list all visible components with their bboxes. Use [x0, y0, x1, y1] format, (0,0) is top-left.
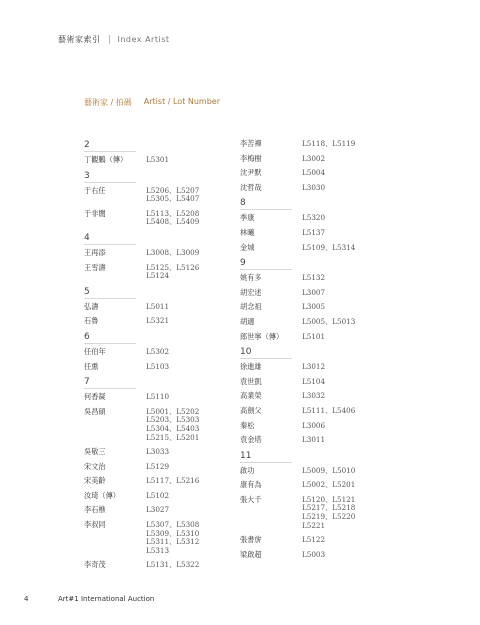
lot-numbers — [302, 536, 325, 545]
lot-numbers — [146, 521, 199, 555]
page-number: 4 — [24, 595, 29, 603]
artist-name: 任熏 — [84, 361, 99, 371]
artist-entry — [84, 477, 234, 486]
lot-numbers — [146, 448, 169, 457]
section-stroke-count: 8 — [240, 198, 292, 210]
artist-entry — [240, 140, 390, 149]
lot-line: L3030 — [302, 182, 326, 192]
lot-numbers — [146, 408, 199, 442]
artist-name: 袁金塔 — [240, 435, 262, 445]
lot-line: L5004 — [302, 168, 326, 178]
artist-name: 高劍父 — [240, 405, 262, 415]
lot-numbers — [302, 467, 355, 476]
subheader-en: Artist / Lot Number — [143, 97, 221, 106]
artist-name: 李石樵 — [84, 505, 106, 515]
artist-entry — [84, 303, 234, 312]
artist-name: 李苦禪 — [240, 139, 262, 148]
lot-line: L3006 — [302, 420, 326, 430]
header-divider — [109, 35, 110, 44]
artist-entry — [84, 187, 234, 204]
artist-name: 丁觀鵬（傳） — [84, 155, 128, 164]
artist-entry — [84, 210, 234, 227]
artist-entry — [240, 422, 390, 431]
index-section — [240, 451, 390, 560]
artist-entry — [240, 169, 390, 178]
artist-name: 姚有多 — [240, 273, 262, 283]
artist-entry — [240, 551, 390, 560]
artist-name: 李梅樹 — [240, 153, 262, 163]
artist-entry — [240, 244, 390, 253]
artist-name: 石魯 — [84, 316, 99, 326]
lot-line: L5124 — [146, 271, 170, 281]
lot-line: L5009、L5010 — [302, 465, 356, 475]
lot-line: L5132 — [302, 273, 326, 283]
lot-numbers — [302, 184, 325, 193]
lot-numbers — [302, 140, 355, 149]
artist-entry — [84, 363, 234, 372]
lot-line: L3012 — [302, 362, 326, 372]
lot-line: L5120、L5121 — [302, 494, 356, 504]
artist-name: 林曦 — [240, 227, 255, 237]
lot-line: L5311、L5312 — [146, 537, 200, 547]
artist-name: 沈尹默 — [240, 168, 262, 178]
lot-line: L5110 — [146, 392, 170, 402]
artist-entry — [240, 303, 390, 312]
lot-line: L3033 — [146, 447, 170, 457]
lot-numbers — [302, 392, 325, 401]
index-section — [84, 377, 234, 570]
lot-numbers — [146, 249, 199, 258]
index-column-right — [240, 140, 390, 565]
index-section — [240, 347, 390, 445]
artist-entry — [84, 156, 234, 165]
lot-line: L5302 — [146, 346, 170, 356]
lot-line: L5203、L5303 — [146, 415, 200, 425]
lot-line: L3027 — [146, 505, 170, 515]
lot-line: L3005 — [302, 302, 326, 312]
index-section — [240, 258, 390, 341]
artist-entry — [240, 184, 390, 193]
artist-entry — [240, 407, 390, 416]
page-footer — [24, 595, 155, 603]
lot-line: L5215、L5201 — [146, 432, 200, 442]
lot-line: L5003 — [302, 549, 326, 559]
artist-entry — [240, 155, 390, 164]
artist-name: 秦松 — [240, 420, 255, 430]
artist-entry — [84, 317, 234, 326]
artist-name: 張大千 — [240, 494, 262, 504]
artist-entry — [240, 318, 390, 327]
lot-numbers — [146, 303, 169, 312]
lot-numbers — [302, 407, 355, 416]
artist-entry — [240, 436, 390, 445]
artist-entry — [240, 274, 390, 283]
page-header — [58, 34, 170, 45]
lot-numbers — [302, 229, 325, 238]
artist-name: 金城 — [240, 242, 255, 252]
lot-line: L5137 — [302, 227, 326, 237]
lot-line: L5131、L5322 — [146, 560, 200, 570]
artist-name: 高業榮 — [240, 391, 262, 401]
artist-entry — [240, 289, 390, 298]
index-section — [84, 140, 234, 165]
lot-line: L5206、L5207 — [146, 185, 200, 195]
artist-entry — [84, 264, 234, 281]
artist-name: 沈哲哉 — [240, 182, 262, 192]
lot-line: L5122 — [302, 535, 326, 545]
lot-line: L5118、L5119 — [302, 139, 356, 148]
index-column-left — [84, 140, 234, 576]
lot-numbers — [146, 156, 169, 165]
artist-entry — [240, 229, 390, 238]
lot-numbers — [146, 264, 199, 281]
lot-numbers — [302, 169, 325, 178]
lot-numbers — [146, 393, 169, 402]
section-stroke-count: 3 — [84, 171, 136, 183]
lot-line: L5301 — [146, 155, 170, 164]
lot-line: L3011 — [302, 435, 326, 445]
artist-entry — [84, 521, 234, 555]
lot-numbers — [302, 496, 355, 530]
artist-name: 任伯年 — [84, 346, 106, 356]
lot-line: L5219、L5220 — [302, 512, 356, 522]
artist-entry — [240, 392, 390, 401]
lot-line: L3032 — [302, 391, 326, 401]
artist-name: 王雪濤 — [84, 262, 106, 272]
lot-line: L5320 — [302, 213, 326, 223]
lot-line: L5408、L5409 — [146, 217, 200, 227]
lot-numbers — [302, 244, 355, 253]
artist-entry — [240, 467, 390, 476]
lot-line: L5221 — [302, 520, 326, 530]
lot-line: L5113、L5208 — [146, 208, 200, 218]
publisher-name: Art#1 International Auction — [58, 595, 155, 603]
lot-line: L5307、L5308 — [146, 520, 200, 530]
artist-entry — [240, 481, 390, 490]
artist-name: 郎世寧（傳） — [240, 331, 284, 341]
lot-numbers — [302, 289, 325, 298]
artist-name: 于右任 — [84, 185, 106, 195]
lot-numbers — [146, 477, 199, 486]
lot-numbers — [302, 436, 325, 445]
lot-numbers — [302, 318, 355, 327]
artist-name: 于非闇 — [84, 208, 106, 218]
artist-name: 季康 — [240, 213, 255, 223]
header-title-en: Index Artist — [117, 35, 170, 44]
section-stroke-count: 11 — [240, 451, 292, 463]
artist-name: 李奇茂 — [84, 560, 106, 570]
artist-entry — [240, 378, 390, 387]
lot-line: L3008、L3009 — [146, 247, 200, 257]
lot-numbers — [146, 317, 169, 326]
section-stroke-count: 7 — [84, 377, 136, 389]
artist-name: 胡適 — [240, 316, 255, 326]
artist-name: 吳昌碩 — [84, 406, 106, 416]
lot-numbers — [302, 363, 325, 372]
artist-name: 宋美齡 — [84, 476, 106, 486]
artist-entry — [240, 536, 390, 545]
artist-name: 袁世凱 — [240, 376, 262, 386]
lot-numbers — [302, 274, 325, 283]
section-stroke-count: 2 — [84, 140, 136, 152]
lot-numbers — [146, 463, 169, 472]
artist-name: 啟功 — [240, 465, 255, 475]
lot-line: L5103 — [146, 361, 170, 371]
section-stroke-count: 9 — [240, 258, 292, 270]
header-title-zh: 藝術家索引 — [58, 35, 101, 44]
lot-numbers — [146, 561, 199, 570]
index-section — [84, 233, 234, 281]
section-stroke-count: 4 — [84, 233, 136, 245]
lot-line: L5002、L5201 — [302, 480, 356, 490]
artist-name: 康有為 — [240, 480, 262, 490]
lot-line: L5305、L5407 — [146, 194, 200, 204]
lot-line: L5011 — [146, 301, 170, 311]
section-stroke-count: 5 — [84, 287, 136, 299]
lot-line: L5102 — [146, 490, 170, 500]
lot-line: L5117、L5216 — [146, 476, 200, 486]
artist-entry — [84, 463, 234, 472]
lot-line: L3007 — [302, 287, 326, 297]
artist-name: 梁啟超 — [240, 549, 262, 559]
index-subheader — [84, 97, 220, 108]
artist-name: 徐進雄 — [240, 362, 262, 372]
lot-numbers — [302, 155, 325, 164]
lot-line: L5109、L5314 — [302, 242, 356, 252]
lot-line: L5321 — [146, 316, 170, 326]
lot-line: L5101 — [302, 331, 326, 341]
artist-entry — [84, 448, 234, 457]
artist-name: 胡念祖 — [240, 302, 262, 312]
lot-line: L5217、L5218 — [302, 503, 356, 513]
artist-entry — [240, 333, 390, 342]
lot-line: L5309、L5310 — [146, 528, 200, 538]
artist-entry — [84, 348, 234, 357]
lot-numbers — [146, 210, 199, 227]
artist-name: 汝琦（傳） — [84, 490, 120, 500]
section-stroke-count: 10 — [240, 347, 292, 359]
artist-name: 吳敬三 — [84, 447, 106, 457]
lot-numbers — [146, 363, 169, 372]
lot-numbers — [302, 422, 325, 431]
artist-name: 宋文治 — [84, 461, 106, 471]
lot-numbers — [302, 214, 325, 223]
subheader-zh: 藝術家 / 拍碼 — [84, 98, 132, 107]
lot-numbers — [302, 551, 325, 560]
index-section — [84, 332, 234, 371]
artist-entry — [240, 496, 390, 530]
artist-name: 何香凝 — [84, 392, 106, 402]
section-stroke-count: 6 — [84, 332, 136, 344]
lot-line: L3002 — [302, 153, 326, 163]
lot-numbers — [146, 348, 169, 357]
lot-line: L5001、L5202 — [146, 406, 200, 416]
artist-entry — [84, 408, 234, 442]
index-section — [240, 140, 390, 192]
lot-numbers — [302, 481, 355, 490]
lot-numbers — [302, 303, 325, 312]
artist-name: 弘濤 — [84, 301, 99, 311]
index-section — [84, 171, 234, 227]
lot-line: L5005、L5013 — [302, 316, 356, 326]
artist-entry — [240, 363, 390, 372]
lot-numbers — [146, 187, 199, 204]
artist-entry — [84, 492, 234, 501]
lot-line: L5104 — [302, 376, 326, 386]
artist-entry — [84, 393, 234, 402]
artist-entry — [84, 249, 234, 258]
lot-numbers — [302, 378, 325, 387]
artist-entry — [84, 561, 234, 570]
artist-entry — [240, 214, 390, 223]
lot-numbers — [146, 492, 169, 501]
index-section — [240, 198, 390, 252]
lot-line: L5129 — [146, 461, 170, 471]
lot-line: L5125、L5126 — [146, 262, 200, 272]
artist-name: 李叔同 — [84, 520, 106, 530]
index-section — [84, 287, 234, 326]
artist-entry — [84, 506, 234, 515]
lot-line: L5111、L5406 — [302, 405, 356, 415]
artist-name: 胡宏述 — [240, 287, 262, 297]
artist-name: 王再添 — [84, 247, 106, 257]
lot-line: L5304、L5403 — [146, 423, 200, 433]
lot-line: L5313 — [146, 545, 170, 555]
lot-numbers — [146, 506, 169, 515]
artist-name: 張書旂 — [240, 535, 262, 545]
lot-numbers — [302, 333, 325, 342]
